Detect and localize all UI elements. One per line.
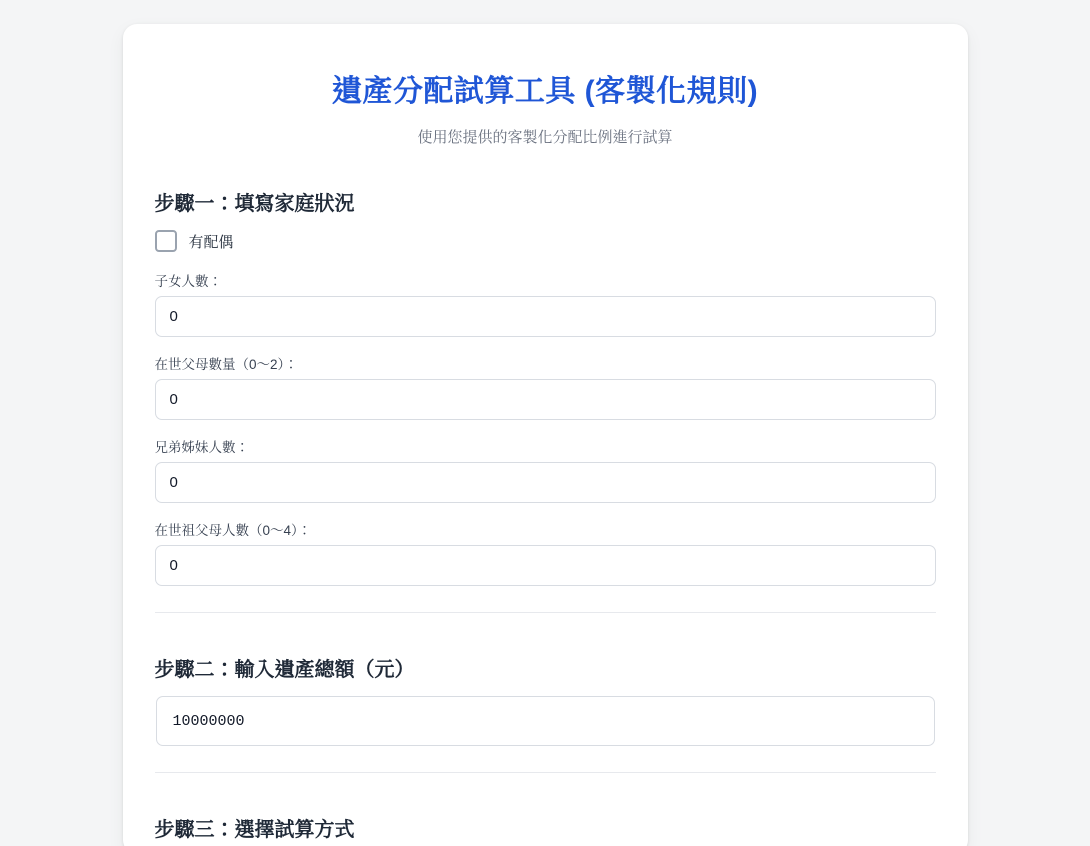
calculator-card [123, 24, 968, 846]
siblings-count-field [155, 436, 936, 503]
grandparents-count-field [155, 519, 936, 586]
page-subtitle: 使用您提供的客製化分配比例進行試算 [417, 129, 673, 146]
grandparents-count-input[interactable] [155, 545, 936, 586]
parents-count-input[interactable] [155, 379, 936, 420]
section-divider-one [155, 612, 936, 613]
grandparents-count-label: 在世祖父母人數（0～4）： [154, 523, 312, 538]
children-count-input[interactable] [155, 296, 936, 337]
siblings-count-label: 兄弟姊妹人數： [154, 440, 249, 455]
step-one-heading: 步驟一：填寫家庭狀況 [154, 193, 355, 215]
spouse-checkbox-row[interactable] [155, 230, 936, 252]
siblings-count-input[interactable] [155, 462, 936, 503]
step-three-heading: 步驟三：選擇試算方式 [154, 819, 355, 841]
spouse-checkbox-label: 有配偶 [188, 233, 234, 251]
estate-total-field [155, 696, 936, 746]
section-divider-two [155, 772, 936, 773]
spouse-checkbox[interactable] [155, 230, 177, 252]
step-two-heading: 步驟二：輸入遺產總額（元） [154, 659, 415, 681]
estate-total-input[interactable] [156, 696, 935, 746]
children-count-field [155, 270, 936, 337]
children-count-label: 子女人數： [154, 274, 222, 289]
parents-count-label: 在世父母數量（0～2）： [154, 357, 298, 372]
parents-count-field [155, 353, 936, 420]
page-title: 遺產分配試算工具 (客製化規則) [331, 75, 759, 108]
